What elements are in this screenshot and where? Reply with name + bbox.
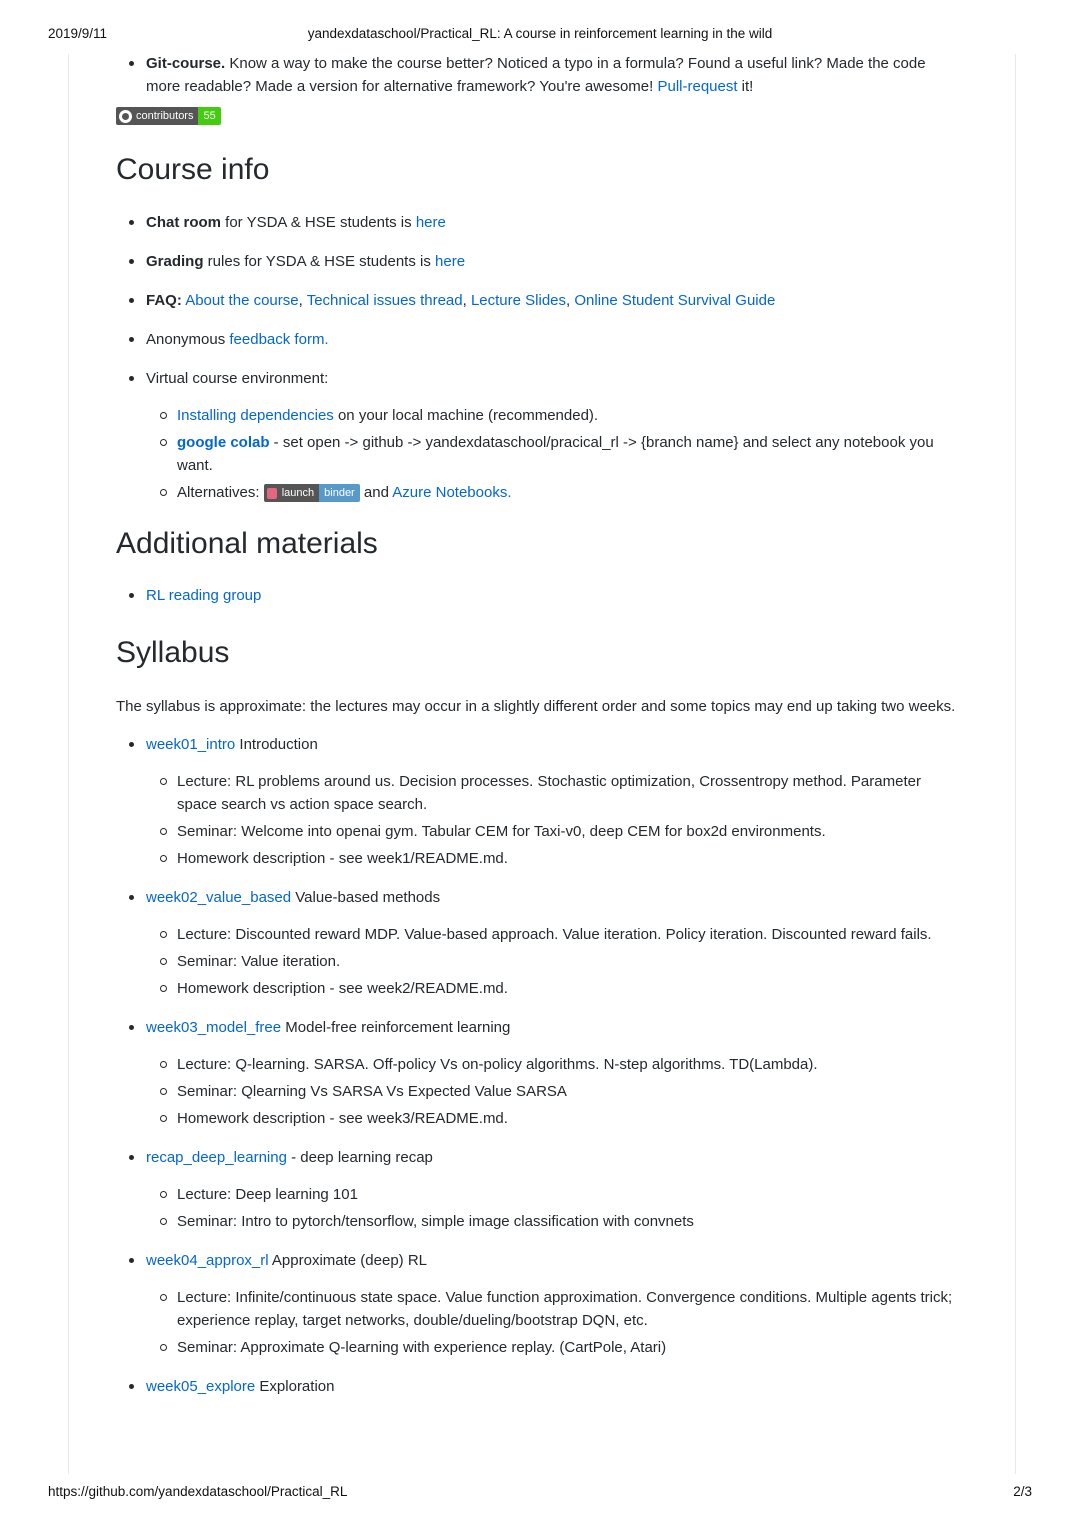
list-item bbox=[116, 328, 962, 351]
faq-technical-link[interactable]: Technical issues thread bbox=[306, 292, 463, 309]
syllabus-intro: The syllabus is approximate: the lectures may occur in a slightly different order and some topics may end up taking two weeks. bbox=[116, 698, 956, 715]
syllabus-week-sublist bbox=[146, 770, 962, 870]
list-item: Homework description - see week3/README.md. bbox=[146, 1107, 962, 1130]
syllabus-week-sublist bbox=[146, 1183, 962, 1233]
syllabus-week-link[interactable]: week01_intro bbox=[146, 736, 236, 753]
faq-separator: , bbox=[298, 292, 307, 309]
intro-list bbox=[116, 52, 962, 98]
list-item bbox=[146, 481, 962, 504]
list-item: Lecture: Infinite/continuous state space. Value function approximation. Convergence conditions. Multiple agents trick; experience replay, target networks, double/dueling/bootstrap DQN, etc. bbox=[146, 1286, 962, 1332]
faq-separator: , bbox=[566, 292, 575, 309]
launch-binder-badge[interactable] bbox=[264, 484, 360, 502]
git-course-label: Git-course. bbox=[146, 55, 226, 72]
print-page-number: 2/3 bbox=[1013, 1484, 1032, 1499]
binder-badge-right: binder bbox=[319, 484, 360, 502]
list-item bbox=[146, 431, 962, 477]
course-info-list bbox=[116, 211, 962, 504]
additional-materials-heading: Additional materials bbox=[116, 527, 378, 560]
syllabus-week-title: - deep learning recap bbox=[286, 1149, 433, 1166]
syllabus-week-title: Exploration bbox=[255, 1378, 335, 1395]
syllabus-heading: Syllabus bbox=[116, 636, 230, 669]
faq-slides-link[interactable]: Lecture Slides bbox=[470, 292, 567, 309]
list-item bbox=[116, 584, 962, 607]
badge-count: 55 bbox=[198, 107, 220, 125]
syllabus-week-title: Approximate (deep) RL bbox=[268, 1252, 427, 1269]
pull-request-link[interactable]: Pull-request bbox=[657, 78, 738, 95]
syllabus-week-item bbox=[116, 1249, 962, 1359]
course-info-heading: Course info bbox=[116, 153, 270, 186]
list-item: Seminar: Approximate Q-learning with experience replay. (CartPole, Atari) bbox=[146, 1336, 962, 1359]
google-colab-link[interactable]: google colab bbox=[177, 434, 270, 451]
print-footer bbox=[0, 1484, 1080, 1504]
alternatives-and: and bbox=[359, 484, 393, 501]
list-item bbox=[116, 367, 962, 504]
faq-about-link[interactable]: About the course bbox=[185, 292, 299, 309]
contributors-badge[interactable] bbox=[116, 107, 221, 125]
grading-link[interactable]: here bbox=[435, 253, 466, 270]
syllabus-week-title: Introduction bbox=[235, 736, 318, 753]
rl-reading-group-link[interactable]: RL reading group bbox=[146, 587, 262, 604]
git-course-text: Know a way to make the course better? Noticed a typo in a formula? Found a useful link? Made the code more readable? Made a version for alternative framework? You're awesome! bbox=[146, 55, 926, 95]
faq-label: FAQ: bbox=[146, 292, 182, 309]
list-item bbox=[116, 52, 962, 98]
syllabus-week-link[interactable]: week04_approx_rl bbox=[146, 1252, 269, 1269]
list-item: Seminar: Welcome into openai gym. Tabular CEM for Taxi-v0, deep CEM for box2d environments. bbox=[146, 820, 962, 843]
list-item: Lecture: Discounted reward MDP. Value-based approach. Value iteration. Policy iteration. Discounted reward fails. bbox=[146, 923, 962, 946]
list-item bbox=[116, 289, 962, 312]
print-date: 2019/9/11 bbox=[48, 26, 108, 41]
azure-notebooks-link[interactable]: Azure Notebooks. bbox=[392, 484, 512, 501]
syllabus-week-link[interactable]: recap_deep_learning bbox=[146, 1149, 287, 1166]
colab-text: - set open -> github -> yandexdataschool/pracical_rl -> {branch name} and select any notebook you want. bbox=[177, 434, 934, 474]
faq-separator: , bbox=[462, 292, 471, 309]
installing-text: on your local machine (recommended). bbox=[333, 407, 599, 424]
list-item: Seminar: Qlearning Vs SARSA Vs Expected Value SARSA bbox=[146, 1080, 962, 1103]
syllabus-week-item bbox=[116, 1146, 962, 1233]
syllabus-week-title: Model-free reinforcement learning bbox=[281, 1019, 511, 1036]
syllabus-week-sublist bbox=[146, 1053, 962, 1130]
syllabus-week-item bbox=[116, 1016, 962, 1130]
binder-logo-icon bbox=[267, 488, 277, 499]
print-url: https://github.com/yandexdataschool/Practical_RL bbox=[48, 1484, 348, 1499]
alternatives-text: Alternatives: bbox=[177, 484, 264, 501]
environment-sublist bbox=[146, 404, 962, 504]
installing-dependencies-link[interactable]: Installing dependencies bbox=[177, 407, 334, 424]
faq-survival-guide-link[interactable]: Online Student Survival Guide bbox=[574, 292, 776, 309]
git-course-suffix: it! bbox=[737, 78, 754, 95]
syllabus-week-title: Value-based methods bbox=[291, 889, 441, 906]
syllabus-week-link[interactable]: week05_explore bbox=[146, 1378, 256, 1395]
list-item bbox=[116, 211, 962, 234]
list-item: Lecture: RL problems around us. Decision processes. Stochastic optimization, Crossentropy method. Parameter space search vs action space search. bbox=[146, 770, 962, 816]
syllabus-week-item bbox=[116, 1375, 962, 1398]
list-item bbox=[146, 404, 962, 427]
list-item: Seminar: Value iteration. bbox=[146, 950, 962, 973]
print-header bbox=[0, 26, 1080, 46]
list-item: Lecture: Q-learning. SARSA. Off-policy Vs on-policy algorithms. N-step algorithms. TD(Lambda). bbox=[146, 1053, 962, 1076]
contributors-badge-row bbox=[116, 104, 962, 127]
chat-room-link[interactable]: here bbox=[415, 214, 446, 231]
chat-room-text: for YSDA & HSE students is bbox=[221, 214, 416, 231]
list-item: Seminar: Intro to pytorch/tensorflow, simple image classification with convnets bbox=[146, 1210, 962, 1233]
feedback-text: Anonymous bbox=[146, 331, 230, 348]
github-icon bbox=[119, 110, 132, 123]
list-item: Homework description - see week2/README.md. bbox=[146, 977, 962, 1000]
syllabus-weeks-list bbox=[116, 733, 962, 1398]
syllabus-week-link[interactable]: week02_value_based bbox=[146, 889, 292, 906]
list-item: Lecture: Deep learning 101 bbox=[146, 1183, 962, 1206]
print-title: yandexdataschool/Practical_RL: A course in reinforcement learning in the wild bbox=[307, 26, 773, 41]
syllabus-week-item bbox=[116, 733, 962, 870]
syllabus-week-item bbox=[116, 886, 962, 1000]
list-item: Homework description - see week1/README.md. bbox=[146, 847, 962, 870]
badge-label: contributors bbox=[136, 110, 194, 123]
chat-room-label: Chat room bbox=[146, 214, 221, 231]
readme-content bbox=[116, 52, 962, 1414]
grading-label: Grading bbox=[146, 253, 204, 270]
syllabus-week-sublist bbox=[146, 923, 962, 1000]
syllabus-week-sublist bbox=[146, 1286, 962, 1359]
feedback-form-link[interactable]: feedback form. bbox=[229, 331, 329, 348]
environment-text: Virtual course environment: bbox=[146, 370, 329, 387]
grading-text: rules for YSDA & HSE students is bbox=[203, 253, 436, 270]
binder-badge-left: launch bbox=[281, 487, 315, 500]
list-item bbox=[116, 250, 962, 273]
additional-list bbox=[116, 584, 962, 607]
syllabus-week-link[interactable]: week03_model_free bbox=[146, 1019, 282, 1036]
